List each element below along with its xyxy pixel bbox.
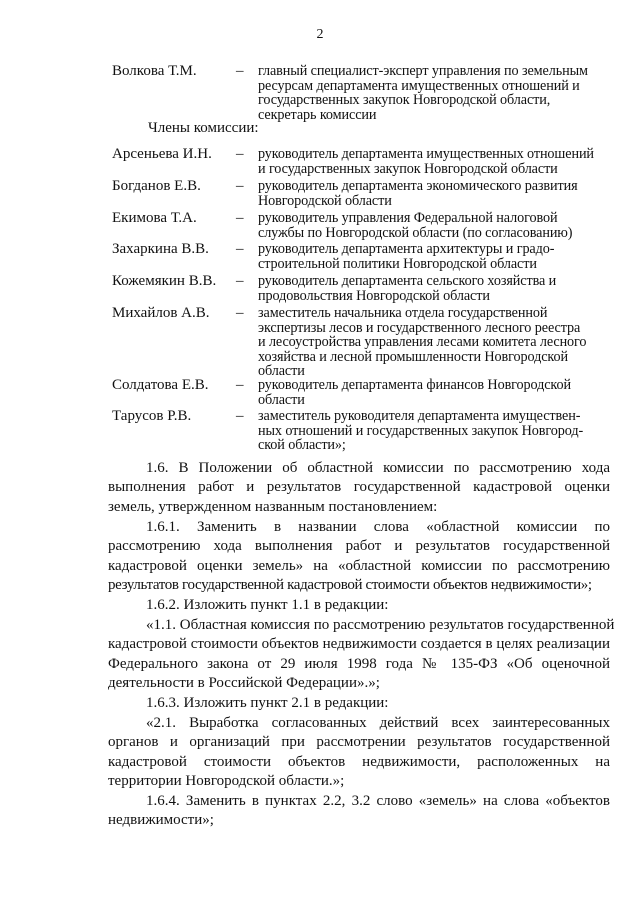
role-line: хозяйства и лесной промышленности Новгородской — [258, 348, 568, 365]
member-role — [258, 409, 608, 453]
paragraph-line: 1.6.2. Изложить пункт 1.1 в редакции: — [146, 597, 389, 613]
role-line: руководитель департамента экономического развития — [258, 178, 578, 194]
member-dash: – — [236, 273, 244, 289]
paragraph-line: территории Новгородской области.»; — [108, 772, 345, 789]
role-line: руководитель департамента финансов Новгородской — [258, 377, 571, 393]
paragraph-line: 1.6.1. Заменить в названии слова «областной комиссии по — [146, 519, 610, 535]
member-name: Солдатова Е.В. — [112, 377, 209, 393]
paragraph-line: кадастровой стоимости объектов недвижимости, расположенных на — [108, 753, 610, 770]
role-line: руководитель департамента имущественных отношений — [258, 146, 594, 162]
member-dash: – — [236, 63, 244, 79]
role-line: секретарь комиссии — [258, 106, 377, 123]
paragraph-line: недвижимости»; — [108, 812, 214, 829]
member-role — [258, 179, 608, 208]
role-line: ской области»; — [258, 437, 346, 454]
paragraph-line: Федерального закона от 29 июля 1998 года № 135-ФЗ «Об оценочной — [108, 655, 610, 672]
role-line: строительной политики Новгородской области — [258, 255, 537, 272]
member-name: Арсеньева И.Н. — [112, 146, 212, 162]
members-heading: Члены комиссии: — [148, 120, 259, 136]
paragraph-line: органов и организаций при рассмотрении результатов государственной — [108, 734, 610, 751]
page-number: 2 — [316, 27, 324, 42]
member-role — [258, 64, 608, 122]
paragraph-line: 1.6. В Положении об областной комиссии по рассмотрению хода — [146, 460, 610, 476]
member-name: Михайлов А.В. — [112, 305, 210, 321]
paragraph-line: «1.1. Областная комиссия по рассмотрению результатов государственной — [146, 617, 615, 633]
member-name: Богданов Е.В. — [112, 178, 201, 194]
paragraph-1-6-3 — [108, 694, 610, 713]
member-name: Захаркина В.В. — [112, 241, 209, 257]
member-name: Тарусов Р.В. — [112, 408, 192, 424]
paragraph-1-6-4 — [108, 792, 610, 831]
member-dash: – — [236, 178, 244, 194]
paragraph-quote-1-1 — [108, 616, 615, 693]
member-dash: – — [236, 408, 244, 424]
member-name: Кожемякин В.В. — [112, 273, 217, 289]
role-line: экспертизы лесов и государственного лесного реестра — [258, 319, 581, 336]
paragraph-line: земель, утвержденном названным постановлением: — [108, 498, 438, 515]
member-role — [258, 274, 608, 303]
role-line: области — [258, 391, 305, 408]
paragraph-line: кадастровой оценки земель» на «областной комиссии по рассмотрению — [108, 557, 610, 574]
role-line: и государственных закупок Новгородской области — [258, 160, 558, 177]
role-line: главный специалист-эксперт управления по земельным — [258, 63, 588, 79]
role-line: руководитель департамента сельского хозяйства и — [258, 273, 557, 289]
member-role — [258, 147, 608, 176]
member-role — [258, 211, 608, 240]
member-dash: – — [236, 241, 244, 257]
paragraph-line: деятельности в Российской Федерации».»; — [108, 674, 380, 691]
role-line: руководитель управления Федеральной налоговой — [258, 210, 558, 226]
role-line: продовольствия Новгородской области — [258, 287, 490, 304]
role-line: и лесоустройства управления лесами комитета лесного — [258, 334, 587, 351]
member-dash: – — [236, 210, 244, 226]
paragraph-line: выполнения работ и результатов государственной кадастровой оценки — [108, 479, 610, 496]
role-line: заместитель руководителя департамента имуществен- — [258, 408, 581, 424]
paragraph-line: кадастровой стоимости объектов недвижимости создается в целях реализации — [108, 636, 610, 653]
member-name: Волкова Т.М. — [112, 63, 197, 79]
role-line: Новгородской области — [258, 192, 392, 209]
role-line: области — [258, 363, 305, 380]
role-line: ресурсам департамента имущественных отношений и — [258, 77, 580, 94]
paragraph-1-6 — [108, 459, 610, 517]
member-role — [258, 242, 608, 271]
role-line: ных отношений и государственных закупок Новгород- — [258, 422, 584, 439]
member-dash: – — [236, 377, 244, 393]
paragraph-line: «2.1. Выработка согласованных действий всех заинтересованных — [146, 715, 610, 731]
member-role — [258, 378, 608, 407]
paragraph-1-6-1 — [108, 518, 610, 595]
paragraph-quote-2-1 — [108, 714, 610, 791]
paragraph-1-6-2 — [108, 596, 610, 615]
member-dash: – — [236, 146, 244, 162]
role-line: государственных закупок Новгородской области, — [258, 92, 551, 109]
role-line: службы по Новгородской области (по согласованию) — [258, 224, 573, 241]
role-line: руководитель департамента архитектуры и градо- — [258, 241, 555, 257]
paragraph-line: 1.6.4. Заменить в пунктах 2.2, 3.2 слово «земель» на слова «объектов — [146, 793, 610, 809]
member-name: Екимова Т.А. — [112, 210, 197, 226]
role-line: заместитель начальника отдела государственной — [258, 305, 548, 321]
paragraph-line: 1.6.3. Изложить пункт 2.1 в редакции: — [146, 695, 389, 711]
paragraph-line: результатов государственной кадастровой стоимости объектов недвижимости»; — [108, 576, 592, 593]
paragraph-line: рассмотрению хода выполнения работ и результатов государственной — [108, 538, 610, 555]
member-role — [258, 306, 608, 379]
member-dash: – — [236, 305, 244, 321]
